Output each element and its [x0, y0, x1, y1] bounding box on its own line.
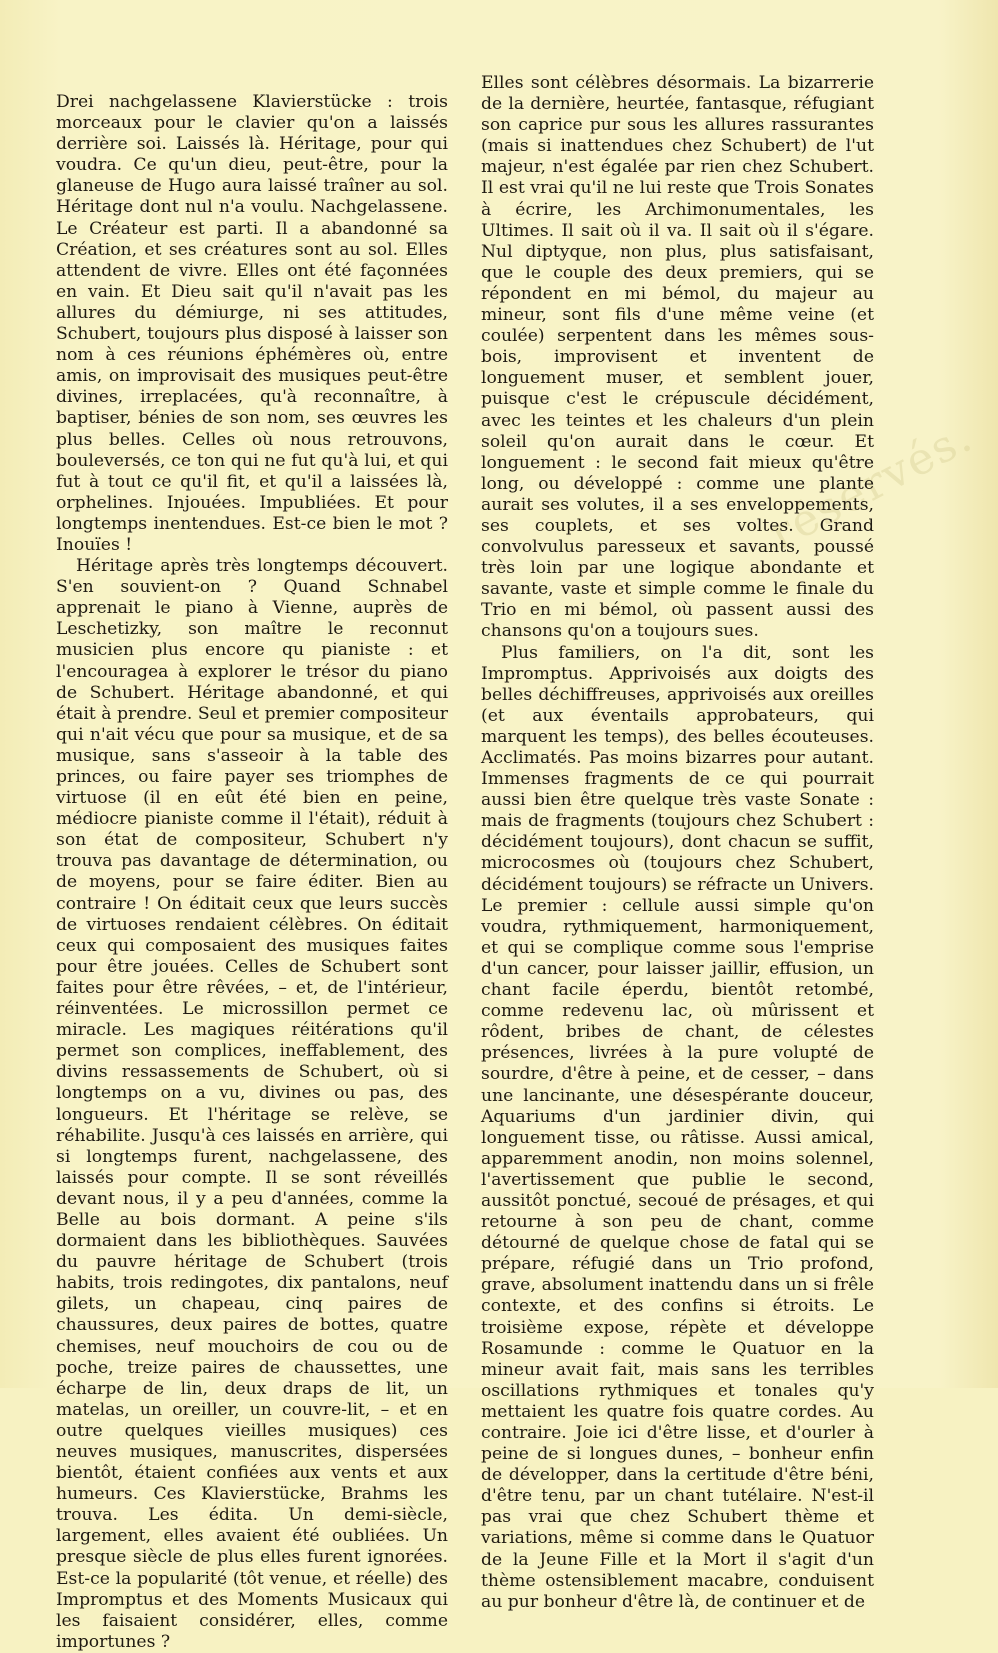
paragraph: Héritage après très longtemps découvert. S'en souvient-on ? Quand Schnabel apprenait le piano à Vienne, auprès de Leschetizky, son maître le reconnut musicien plus encore qu pianiste : et l'encouragea à explorer le trésor du piano de Schubert. Héritage abandonné, et qui était à prendre. Seul et premier compositeur qui n'ait vécu que pour sa musique, et de sa musique, sans s'asseoir à la table des princes, ou faire payer ses triomphes de virtuose (il en eût été bien en peine, médiocre pianiste comme il l'était), réduit à son état de compositeur, Schubert n'y trouva pas davantage de détermination, ou de moyens, pour se faire éditer. Bien au contraire ! On éditait ceux que leurs succès de virtuoses rendaient célèbres. On éditait ceux qui composaient des musiques faites pour être jouées. Celles de Schubert sont faites pour être rêvées, – et, de l'intérieur, réinventées. Le microssillon permet ce miracle. Les magiques réitérations qu'il permet son complices, ineffablement, des divins ressassements de Schubert, où si longtemps on a vu, divines ou pas, des longueurs. Et l'héritage se relève, se réhabilite. Jusqu'à ces laissés en arrière, qui si longtemps furent, nachgelassene, des laissés pour compte. Il se sont réveillés devant nous, il y a peu d'années, comme la Belle au bois dormant. A peine s'ils dormaient dans les bibliothèques. Sauvées du pauvre héritage de Schubert (trois habits, trois redingotes, dix pantalons, neuf gilets, un chapeau, cinq paires de chaussures, deux paires de bottes, quatre chemises, neuf mouchoirs de cou ou de poche, treize paires de chaussettes, une écharpe de lin, deux draps de lit, un matelas, un oreiller, un couvre-lit, – et en outre quelques vieilles musiques) ces neuves musiques, manuscrites, dispersées bientôt, étaient confiées aux vents et aux humeurs. Ces Klavierstücke, Brahms les trouva. Les édita. Un demi-siècle, largement, elles avaient été oubliées. Un presque siècle de plus elles furent ignorées. Est-ce la popularité (tôt venue, et réelle) des Impromptus et des Moments Musicaux qui les faisaient considérer, elles, comme importunes ? [56, 556, 448, 1652]
paragraph: Drei nachgelassene Klavierstücke : trois morceaux pour le clavier qu'on a laissés derrière soi. Laissés là. Héritage, pour qui voudra. Ce qu'un dieu, peut-être, pour la glaneuse de Hugo aura laissé traîner au sol. Héritage dont nul n'a voulu. Nachgelassene. Le Créateur est parti. Il a abandonné sa Création, et ses créatures sont au sol. Elles attendent de vivre. Elles ont été façonnées en vain. Et Dieu sait qu'il n'avait pas les allures du démiurge, ni ses attitudes, Schubert, toujours plus disposé à laisser son nom à ces réunions éphémères où, entre amis, on improvisait des musiques peut-être divines, irreplacées, qu'à reconnaître, à baptiser, bénies de son nom, ses œuvres les plus belles. Celles où nous retrouvons, bouleversés, ce ton qui ne fut qu'à lui, et qui fut à tout ce qu'il fit, et qu'il a laissées là, orphelines. Injouées. Impubliées. Et pour longtemps inentendues. Est-ce bien le mot ? Inouïes ! [56, 92, 448, 555]
paragraph: Elles sont célèbres désormais. La bizarrerie de la dernière, heurtée, fantasque, réfugiant son caprice pur sous les allures rassurantes (mais si inattendues chez Schubert) de l'ut majeur, n'est égalée par rien chez Schubert. Il est vrai qu'il ne lui reste que Trois Sonates à écrire, les Archimonumentales, les Ultimes. Il sait où il va. Il sait où il s'égare. Nul diptyque, non plus, plus satisfaisant, que le couple des deux premiers, qui se répondent en mi bémol, du majeur au mineur, sont fils d'une même veine (et coulée) serpentent dans les mêmes sous-bois, improvisent et inventent de longuement muser, et semblent jouer, puisque c'est le crépuscule décidément, avec les teintes et les chaleurs d'un plein soleil qu'on aurait dans le cœur. Et longuement : le second fait mieux qu'être long, ou développé : comme une plante aurait ses volutes, il a ses enveloppements, ses couplets, et ses voltes. Grand convolvulus paresseux et savants, poussé très loin par une logique abondante et savante, vaste et simple comme le finale du Trio en mi bémol, où passent aussi des chansons qu'on a toujours sues. [481, 73, 874, 642]
left-column [56, 92, 448, 1653]
right-column [481, 73, 874, 1613]
watermark: réservés. [761, 410, 982, 561]
paragraph: Plus familiers, on l'a dit, sont les Impromptus. Apprivoisés aux doigts des belles déchiffreuses, apprivoisés aux oreilles (et aux éventails approbateurs, qui marquent les temps), des belles écouteuses. Acclimatés. Pas moins bizarres pour autant. Immenses fragments de ce qui pourrait aussi bien être quelque très vaste Sonate : mais de fragments (toujours chez Schubert : décidément toujours), dont chacun se suffit, microcosmes où (toujours chez Schubert, décidément toujours) se réfracte un Univers. Le premier : cellule aussi simple qu'on voudra, rythmiquement, harmoniquement, et qui se complique comme sous l'emprise d'un cancer, pour laisser jaillir, effusion, un chant facile éperdu, bientôt retombé, comme redevenu lac, où mûrissent et rôdent, bribes de chant, de célestes présences, livrées à la pure volupté de sourdre, d'être à peine, et de cesser, – dans une lancinante, une désespérante douceur, Aquariums d'un jardinier divin, qui longuement tisse, ou râtisse. Aussi amical, apparemment anodin, non moins solennel, l'avertissement que publie le second, aussitôt ponctué, secoué de présages, et qui retourne à son peu de chant, comme détourné de quelque chose de fatal qui se prépare, réfugié dans un Trio profond, grave, absolument inattendu dans un si frêle contexte, et des confins si étroits. Le troisième expose, répète et développe Rosamunde : comme le Quatuor en la mineur avait fait, mais sans les terribles oscillations rythmiques et tonales qu'y mettaient les quatre fois quatre cordes. Au contraire. Joie ici d'être lisse, et d'ourler à peine de si longues dunes, – bonheur enfin de développer, dans la certitude d'être béni, d'être tenu, par un chant tutélaire. N'est-il pas vrai que chez Schubert thème et variations, même si comme dans le Quatuor de la Jeune Fille et la Mort il s'agit d'un thème ostensiblement macabre, conduisent au pur bonheur d'être là, de continuer et de [481, 642, 874, 1612]
